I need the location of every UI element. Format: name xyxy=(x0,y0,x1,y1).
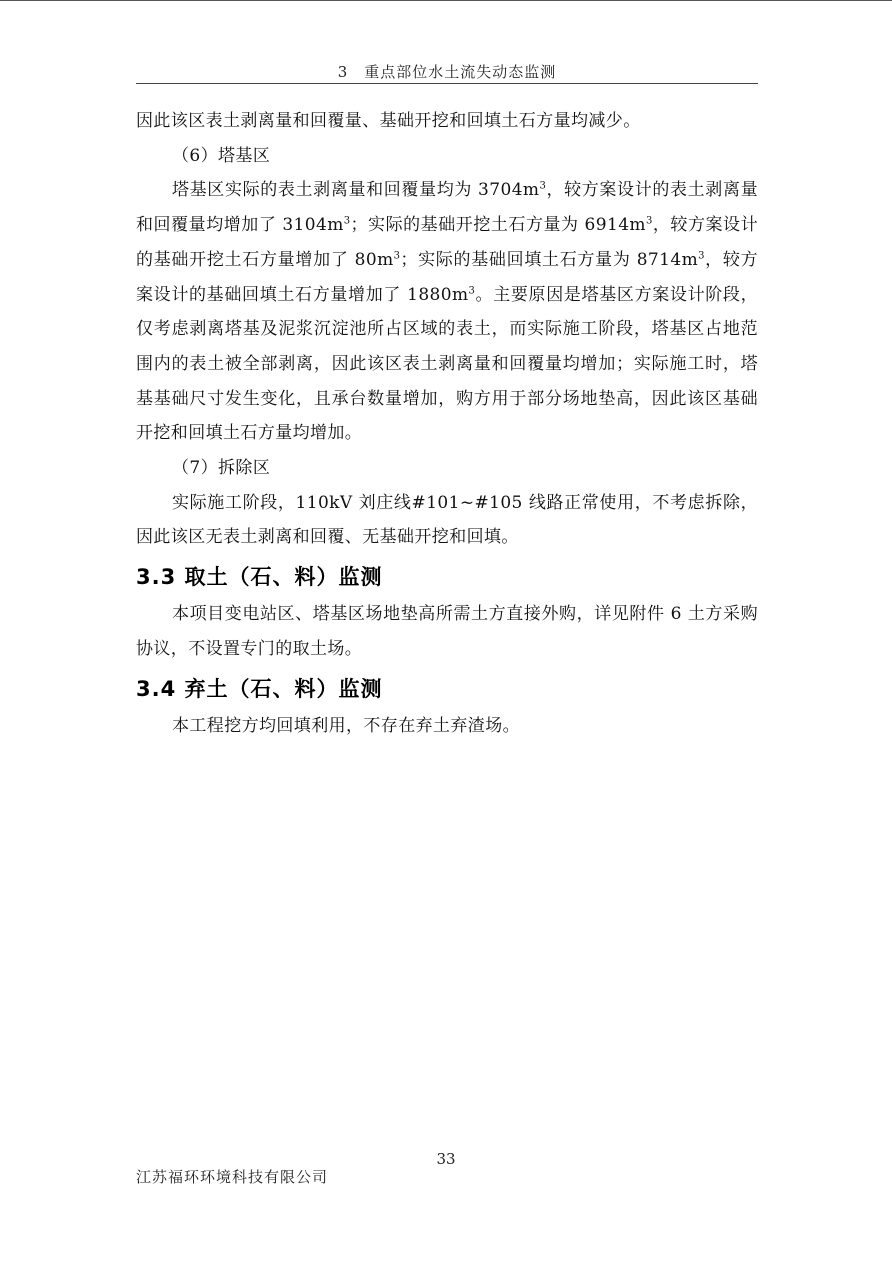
section-heading-3-4: 3.4 弃土（石、料）监测 xyxy=(136,676,383,701)
paragraph-demolition-area: 实际施工阶段，110kV 刘庄线#101~#105 线路正常使用，不考虑拆除，因此该区无表土剥离和回覆、无基础开挖和回填。 xyxy=(136,492,758,548)
footer-company-name: 江苏福环环境科技有限公司 xyxy=(136,1168,329,1186)
subheading-tower-area: （6）塔基区 xyxy=(172,145,271,166)
header-rule xyxy=(136,83,758,84)
paragraph-spoil-monitoring: 本工程挖方均回填利用，不存在弃土弃渣场。 xyxy=(172,715,520,736)
running-header: 3 重点部位水土流失动态监测 xyxy=(337,63,557,81)
paragraph-borrow-monitoring: 本项目变电站区、塔基区场地垫高所需土方直接外购，详见附件 6 土方采购协议，不设置专门的取土场。 xyxy=(136,604,758,659)
page-top-border xyxy=(0,0,892,1)
subheading-demolition-area: （7）拆除区 xyxy=(172,458,271,479)
paragraph-area-reduction: 因此该区表土剥离量和回覆量、基础开挖和回填土石方量均减少。 xyxy=(136,111,641,131)
body-content xyxy=(136,104,758,743)
page-number: 33 xyxy=(436,1150,456,1168)
paragraph-tower-area: 塔基区实际的表土剥离量和回覆量均为 $3704m^3$，较方案设计的表土剥离量和回覆量均增加了 $3104m^3$；实际的基础开挖土石方量为 $6914m^3$，较方案设计的基础开挖土石方量增加了 $80m^3$；实际的基础回填土石方量为 $8714m^3$，较方案设计的基础回填土石方量增加了 $1880m^3$。主要原因是塔基区方案设计阶段，仅考虑剥离塔基及泥浆沉淀池所占区域的表土，而实际施工阶段，塔基区占地范围内的表土被全部剥离，因此该区表土剥离量和回覆量均增加；实际施工时，塔基基础尺寸发生变化，且承台数量增加，购方用于部分场地垫高，因此该区基础开挖和回填土石方量均增加。 xyxy=(136,180,759,444)
section-heading-3-3: 3.3 取土（石、料）监测 xyxy=(136,565,383,590)
